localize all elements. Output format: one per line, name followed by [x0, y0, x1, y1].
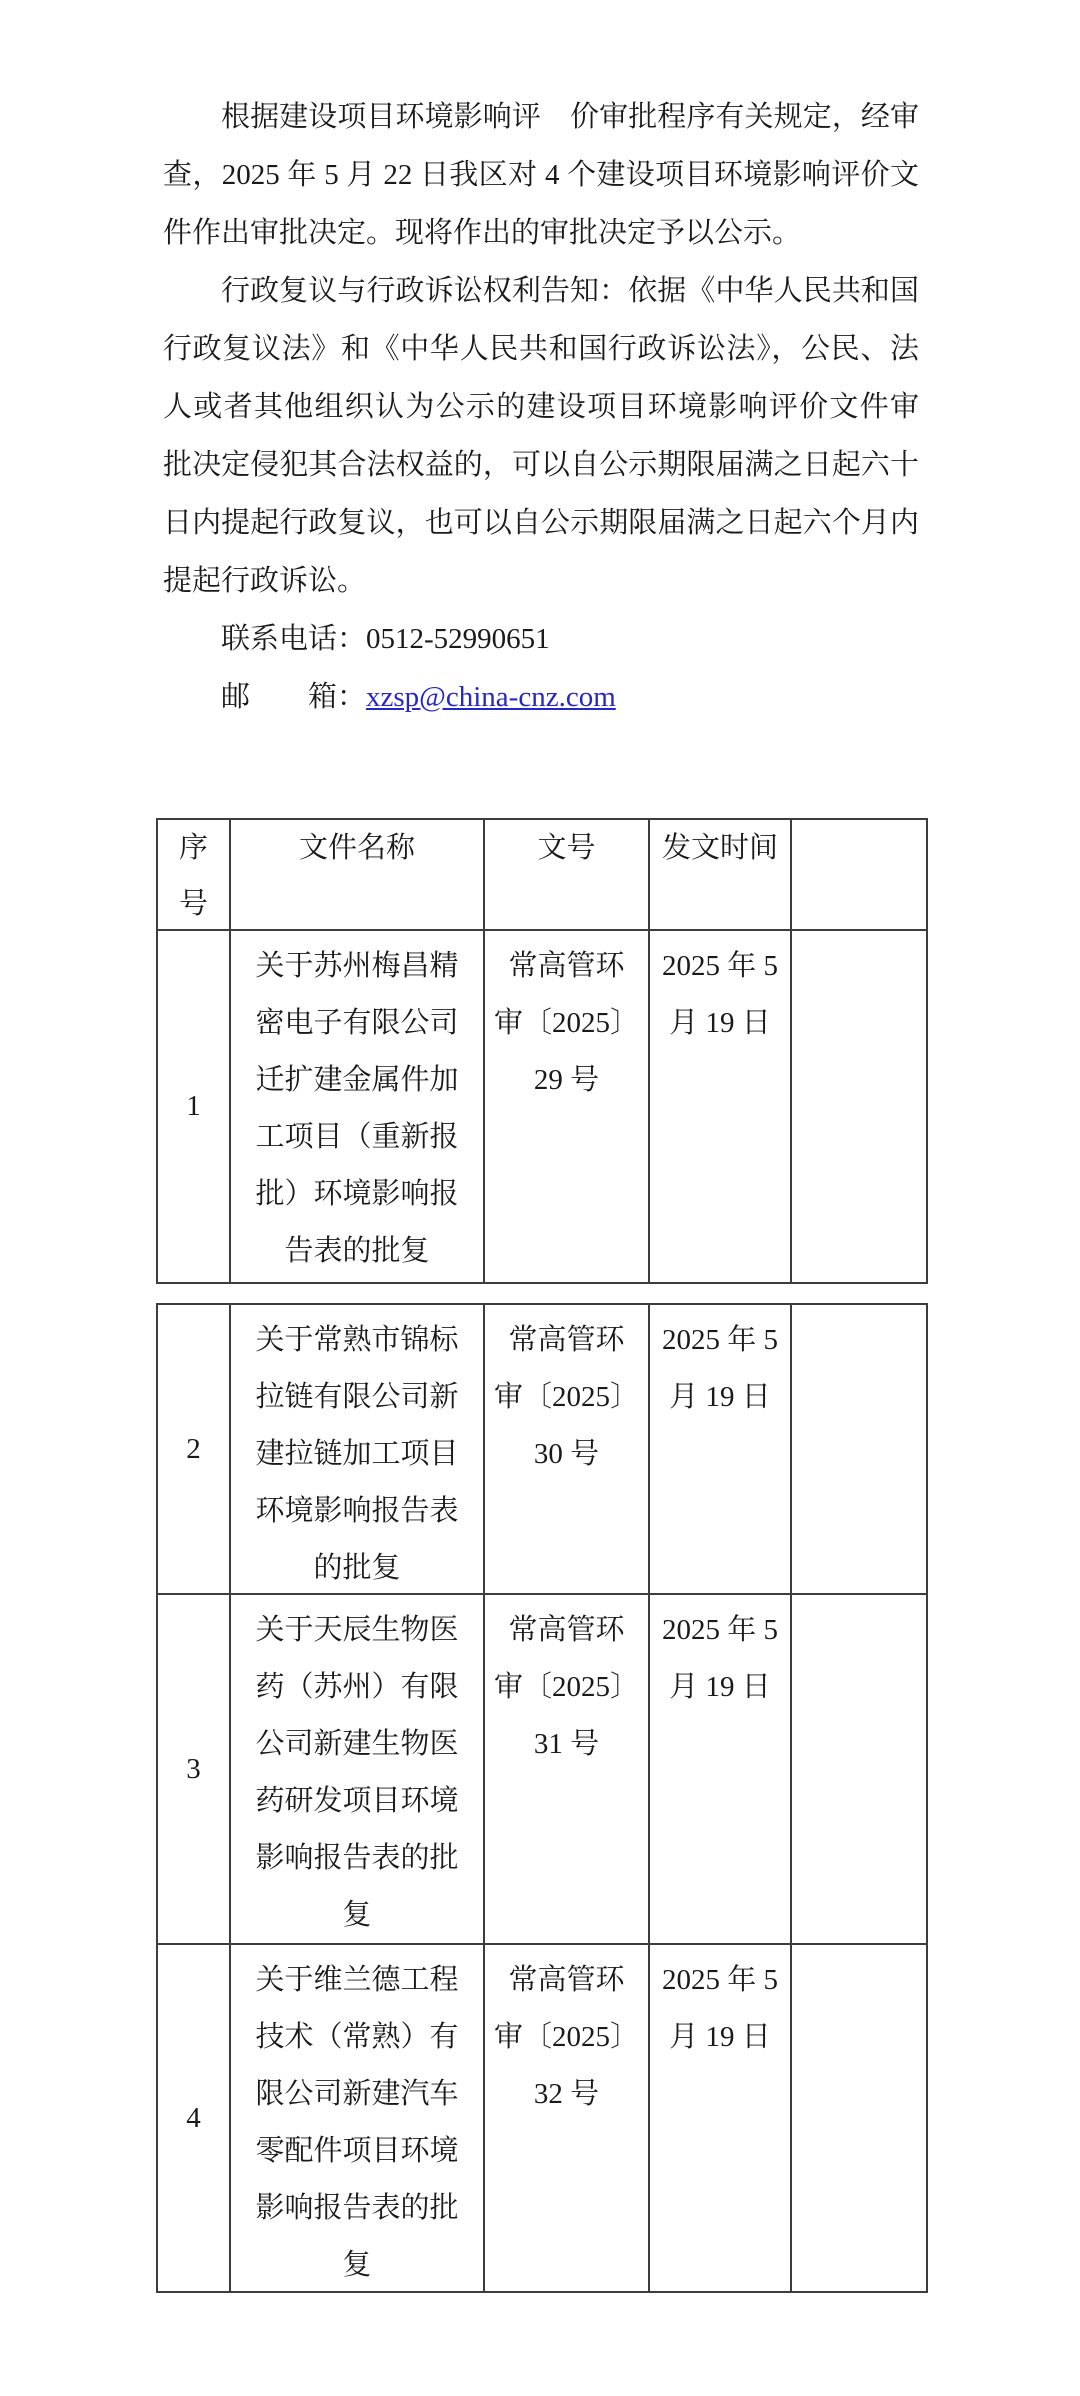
phone-label: 联系电话：	[221, 623, 367, 655]
cell-line: 2025 年 5	[661, 1614, 778, 1646]
cell-line: 技术（常熟）有	[255, 2021, 459, 2053]
cell-line: 工项目（重新报	[255, 1121, 459, 1153]
cell-line: 批）环境影响报	[255, 1178, 459, 1210]
row-number: 2	[186, 1432, 201, 1465]
cell-line: 药（苏州）有限	[255, 1671, 459, 1703]
cell-docno	[485, 931, 650, 1282]
header-cell-extra	[792, 820, 926, 931]
cell-date	[650, 1945, 792, 2291]
email-label: 邮 箱：	[221, 681, 367, 713]
email-link[interactable]: xzsp@china-cnz.com	[366, 681, 616, 713]
cell-date	[650, 1305, 792, 1595]
cell-line: 2025 年 5	[661, 950, 778, 982]
notice-body-text	[163, 88, 919, 726]
cell-no	[158, 931, 231, 1282]
cell-line: 零配件项目环境	[255, 2135, 459, 2167]
body-line: 件作出审批决定。现将作出的审批决定予以公示。	[163, 217, 802, 249]
row-number: 1	[186, 1090, 201, 1122]
cell-line: 密电子有限公司	[255, 1007, 459, 1039]
row-number: 4	[186, 2101, 201, 2134]
approval-table-block-2	[156, 1303, 928, 2293]
cell-extra	[792, 1595, 926, 1945]
cell-line: 药研发项目环境	[255, 1785, 459, 1817]
cell-line: 的批复	[313, 1552, 401, 1584]
body-line: 查，2025 年 5 月 22 日我区对 4 个建设项目环境影响评价文	[163, 159, 919, 191]
cell-line: 拉链有限公司新	[255, 1381, 459, 1413]
cell-line: 关于苏州梅昌精	[255, 950, 459, 982]
body-line: 根据建设项目环境影响评 价审批程序有关规定，经审	[221, 101, 919, 133]
cell-line: 2025 年 5	[661, 1324, 778, 1356]
cell-line: 审〔2025〕	[493, 2021, 639, 2053]
cell-line: 序	[178, 832, 208, 864]
cell-line: 29 号	[533, 1064, 600, 1096]
cell-line: 审〔2025〕	[493, 1671, 639, 1703]
header-cell-docno	[485, 820, 650, 931]
approval-table-block-1	[156, 818, 928, 1284]
cell-line: 月 19 日	[669, 2021, 771, 2053]
cell-line: 关于维兰德工程	[255, 1964, 459, 1996]
cell-docno	[485, 1595, 650, 1945]
cell-line: 月 19 日	[669, 1381, 771, 1413]
phone-number: 0512-52990651	[366, 623, 550, 655]
body-line: 批决定侵犯其合法权益的，可以自公示期限届满之日起六十	[163, 449, 919, 481]
cell-line: 月 19 日	[669, 1671, 771, 1703]
cell-line: 30 号	[533, 1438, 600, 1470]
cell-line: 环境影响报告表	[255, 1495, 459, 1527]
cell-extra	[792, 1945, 926, 2291]
cell-no	[158, 1305, 231, 1595]
body-line: 日内提起行政复议，也可以自公示期限届满之日起六个月内	[163, 507, 919, 539]
cell-line: 影响报告表的批	[255, 1842, 459, 1874]
cell-docno	[485, 1945, 650, 2291]
cell-line: 复	[342, 2249, 372, 2281]
cell-name	[231, 931, 485, 1282]
header-cell-no	[158, 820, 231, 931]
cell-docno	[485, 1305, 650, 1595]
cell-line: 告表的批复	[284, 1235, 430, 1267]
cell-line: 常高管环	[508, 1324, 625, 1356]
row-number: 3	[186, 1752, 201, 1785]
cell-name	[231, 1945, 485, 2291]
body-line: 行政复议法》和《中华人民共和国行政诉讼法》，公民、法	[163, 333, 919, 365]
header-cell-name	[231, 820, 485, 931]
cell-line: 审〔2025〕	[493, 1381, 639, 1413]
cell-no	[158, 1945, 231, 2291]
cell-line: 关于天辰生物医	[255, 1614, 459, 1646]
cell-line: 2025 年 5	[661, 1964, 778, 1996]
cell-line: 月 19 日	[669, 1007, 771, 1039]
cell-line: 32 号	[533, 2078, 600, 2110]
body-line: 行政复议与行政诉讼权利告知：依据《中华人民共和国	[221, 275, 919, 307]
cell-line: 常高管环	[508, 950, 625, 982]
cell-line: 常高管环	[508, 1964, 625, 1996]
body-line: 人或者其他组织认为公示的建设项目环境影响评价文件审	[163, 391, 919, 423]
cell-line: 公司新建生物医	[255, 1728, 459, 1760]
cell-line: 文号	[537, 832, 596, 864]
cell-line: 发文时间	[661, 832, 778, 864]
cell-line: 关于常熟市锦标	[255, 1324, 459, 1356]
cell-name	[231, 1595, 485, 1945]
cell-name	[231, 1305, 485, 1595]
body-line	[163, 610, 919, 668]
cell-extra	[792, 931, 926, 1282]
cell-date	[650, 1595, 792, 1945]
cell-line: 建拉链加工项目	[255, 1438, 459, 1470]
body-line	[163, 668, 919, 726]
cell-line: 复	[342, 1899, 372, 1931]
cell-line: 31 号	[533, 1728, 600, 1760]
cell-no	[158, 1595, 231, 1945]
cell-line: 迁扩建金属件加	[255, 1064, 459, 1096]
cell-line: 影响报告表的批	[255, 2192, 459, 2224]
header-cell-date	[650, 820, 792, 931]
body-line: 提起行政诉讼。	[163, 565, 367, 597]
cell-line: 号	[178, 888, 208, 920]
cell-line: 审〔2025〕	[493, 1007, 639, 1039]
cell-line: 文件名称	[298, 832, 415, 864]
cell-line: 限公司新建汽车	[255, 2078, 459, 2110]
cell-date	[650, 931, 792, 1282]
cell-extra	[792, 1305, 926, 1595]
cell-line: 常高管环	[508, 1614, 625, 1646]
